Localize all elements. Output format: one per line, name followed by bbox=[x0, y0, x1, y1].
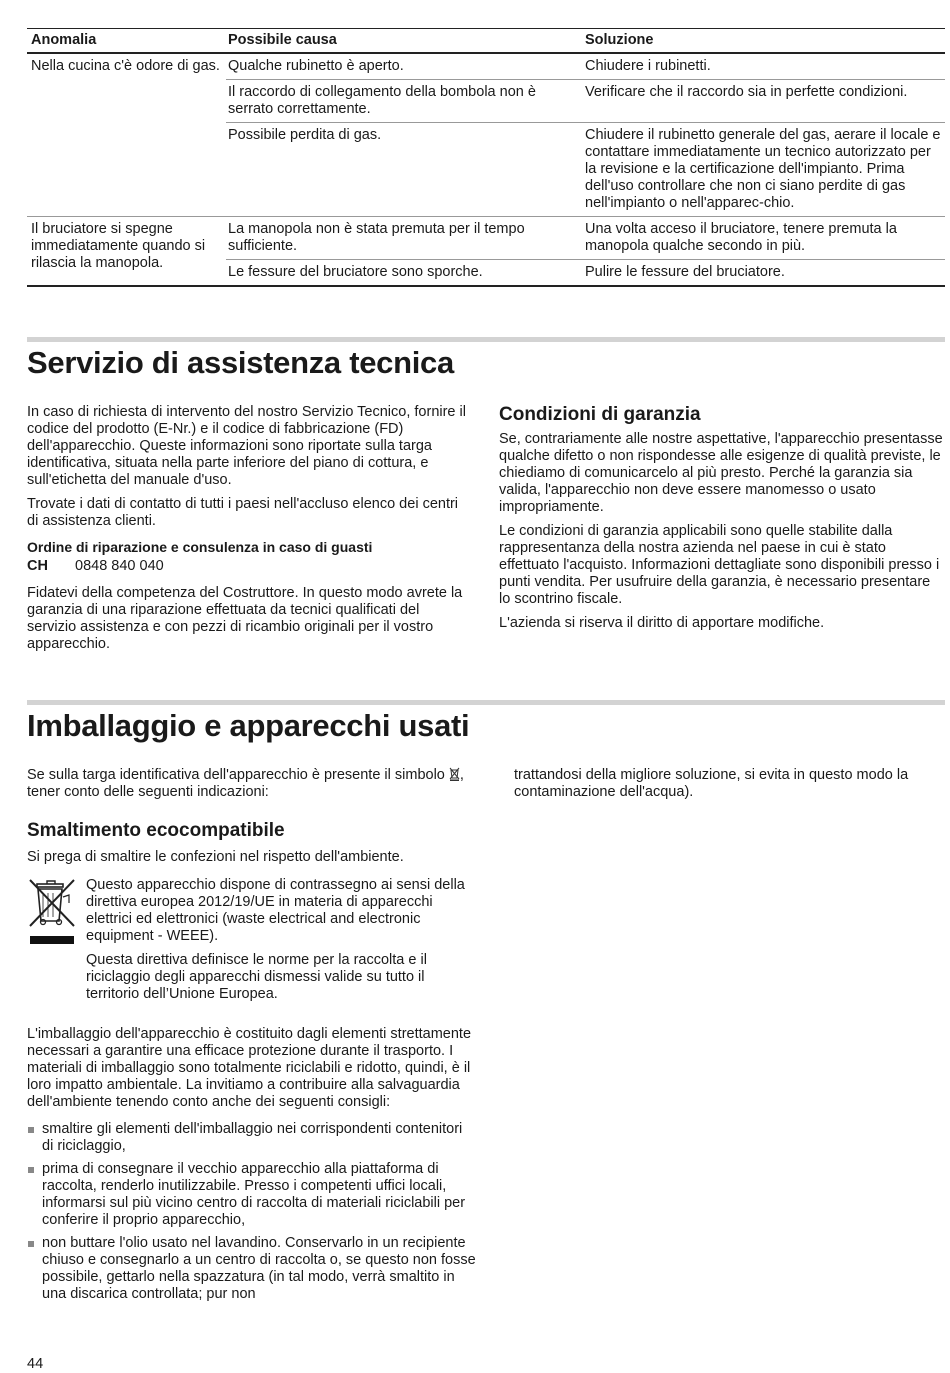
weee-paragraph: Questo apparecchio dispone di contrassegno ai sensi della direttiva europea 2012/19/UE in materia di apparecchi elettrici ed elettronici (waste electrical and electronic equipment - WEEE). bbox=[86, 877, 465, 944]
packaging-paragraph: L'imballaggio dell'apparecchio è costituito dagli elementi strettamente necessari a garantire una efficace protezione durante il trasporto. I materiali di imballaggio sono totalmente riciclabili e ridotto, quindi, è il loro impatto ambientale. La invitiamo a contribuire alla salvaguardia dell'ambiente tenendo conto anche dei seguenti consigli: bbox=[27, 1026, 472, 1110]
solution-cell: Chiudere i rubinetti. bbox=[585, 58, 711, 74]
packaging-right-column bbox=[514, 767, 944, 808]
table-row bbox=[226, 217, 945, 259]
repair-order-heading: Ordine di riparazione e consulenza in caso di guasti bbox=[27, 539, 373, 555]
contact-line bbox=[27, 558, 472, 575]
anomaly-cell: Il bruciatore si spegne immediatamente quando si rilascia la manopola. bbox=[31, 221, 206, 271]
service-left-column bbox=[27, 404, 472, 660]
eco-paragraph: Si prega di smaltire le confezioni nel rispetto dell'ambiente. bbox=[27, 849, 404, 865]
eco-disposal-title: Smaltimento ecocompatibile bbox=[27, 820, 285, 841]
bullet-icon bbox=[28, 1241, 34, 1247]
list-item bbox=[27, 1121, 477, 1155]
cause-cell: Possibile perdita di gas. bbox=[228, 127, 382, 143]
cause-cell: La manopola non è stata premuta per il tempo sufficiente. bbox=[228, 221, 525, 254]
cause-cell: Qualche rubinetto è aperto. bbox=[228, 58, 404, 74]
warranty-paragraph: Le condizioni di garanzia applicabili sono quelle stabilite dalla rappresentanza della nostra azienda nel paese in cui è stato effettuato l'acquisto. Informazioni dettagliate sono disponibili presso i punti vendita. Per usufruire della garanzia, è necessario presentare lo scontrino fiscale. bbox=[499, 523, 940, 607]
solution-cell: Pulire le fessure del bruciatore. bbox=[585, 264, 785, 280]
table-row bbox=[226, 54, 945, 79]
section-divider bbox=[27, 337, 945, 342]
solution-cell: Una volta acceso il bruciatore, tenere premuta la manopola qualche secondo in più. bbox=[585, 221, 897, 254]
service-paragraph: In caso di richiesta di intervento del nostro Servizio Tecnico, fornire il codice del prodotto (E-Nr.) e il codice di fabbricazione (FD) dell'apparecchio. Queste informazioni sono riportate sulla targa identificativa, situata nella parte inferiore del piano di cottura, e sull'etichetta del manuale d'uso. bbox=[27, 404, 466, 488]
cause-cell: Le fessure del bruciatore sono sporche. bbox=[228, 264, 483, 280]
list-item bbox=[27, 1161, 477, 1229]
intro-text-a: Se sulla targa identificativa dell'apparecchio è presente il simbolo bbox=[27, 767, 449, 783]
table-group-burner-off bbox=[27, 216, 945, 285]
weee-paragraph: Questa direttiva definisce le norme per la raccolta e il riciclaggio degli apparecchi dismessi valide su tutto il territorio dell’Unione Europea. bbox=[86, 952, 427, 1002]
header-anomaly: Anomalia bbox=[31, 32, 97, 48]
warranty-paragraph: L'azienda si riserva il diritto di apportare modifiche. bbox=[499, 615, 825, 631]
warranty-paragraph: Se, contrariamente alle nostre aspettative, l'apparecchio presentasse qualche difetto o non rispondesse alle esigenze di qualità previste, le chiediamo di comunicarcelo al più presto. Perché la garanzia sia valida, l'apparecchio non deve essere manomesso o usato impropriamente. bbox=[499, 431, 943, 515]
warranty-title: Condizioni di garanzia bbox=[499, 404, 701, 425]
bullet-icon bbox=[28, 1167, 34, 1173]
service-paragraph: Trovate i dati di contatto di tutti i paesi nell'accluso elenco dei centri di assistenza clienti. bbox=[27, 496, 459, 529]
table-row bbox=[226, 259, 945, 285]
service-paragraph: Fidatevi della competenza del Costruttore. In questo modo avrete la garanzia di una riparazione effettuata da tecnici qualificati del servizio assistenza e con pezzi di ricambio originali per il vostro apparecchio. bbox=[27, 585, 463, 652]
solution-cell: Chiudere il rubinetto generale del gas, aerare il locale e contattare immediatamente un tecnico autorizzato per la revisione e la certificazione dell'impianto. Prima dell'uso controllare che non ci siano perdite di gas nell'impianto o nell'apparec-chio. bbox=[585, 127, 941, 211]
weee-bin-icon bbox=[27, 877, 85, 1010]
continued-paragraph: trattandosi della migliore soluzione, si evita in questo modo la contaminazione dell'acqua). bbox=[514, 767, 909, 800]
bullet-icon bbox=[28, 1127, 34, 1133]
intro-text-b: , tener conto delle seguenti indicazioni: bbox=[27, 767, 464, 800]
table-header bbox=[27, 29, 945, 54]
weee-small-icon bbox=[449, 767, 460, 781]
packaging-left-column bbox=[27, 767, 477, 1309]
anomaly-cell: Nella cucina c'è odore di gas. bbox=[31, 58, 220, 74]
warranty-column bbox=[499, 403, 944, 639]
advice-list bbox=[27, 1121, 477, 1303]
section-divider bbox=[27, 700, 945, 705]
header-cause: Possibile causa bbox=[228, 32, 337, 48]
table-row bbox=[226, 79, 945, 122]
list-item bbox=[27, 1235, 477, 1303]
cause-cell: Il raccordo di collegamento della bombola non è serrato correttamente. bbox=[228, 84, 536, 117]
packaging-title: Imballaggio e apparecchi usati bbox=[27, 708, 470, 743]
table-group-gas-smell bbox=[27, 54, 945, 216]
packaging-intro bbox=[27, 767, 477, 801]
list-item-text: smaltire gli elementi dell'imballaggio nei corrispondenti contenitori di riciclaggio, bbox=[42, 1121, 463, 1154]
country-code: CH bbox=[27, 558, 48, 574]
table-row bbox=[226, 122, 945, 216]
phone-number: 0848 840 040 bbox=[75, 558, 164, 574]
header-solution: Soluzione bbox=[585, 32, 654, 48]
solution-cell: Verificare che il raccordo sia in perfette condizioni. bbox=[585, 84, 908, 100]
weee-block bbox=[27, 877, 477, 1010]
list-item-text: prima di consegnare il vecchio apparecchio alla piattaforma di raccolta, renderlo inutilizzabile. Presso i competenti uffici locali, informarsi sul più vicino centro di raccolta di materiali riciclabili per conferire il proprio apparecchio, bbox=[42, 1161, 466, 1228]
list-item-text: non buttare l'olio usato nel lavandino. Conservarlo in un recipiente chiuso e consegnarlo a un centro di raccolta o, se questo non fosse possibile, gettarlo nella spazzatura (in tal modo, verrà smaltito in una discarica controllata; pur non bbox=[42, 1235, 476, 1302]
troubleshooting-table bbox=[27, 28, 945, 287]
page-number: 44 bbox=[27, 1356, 44, 1372]
service-title: Servizio di assistenza tecnica bbox=[27, 345, 454, 380]
